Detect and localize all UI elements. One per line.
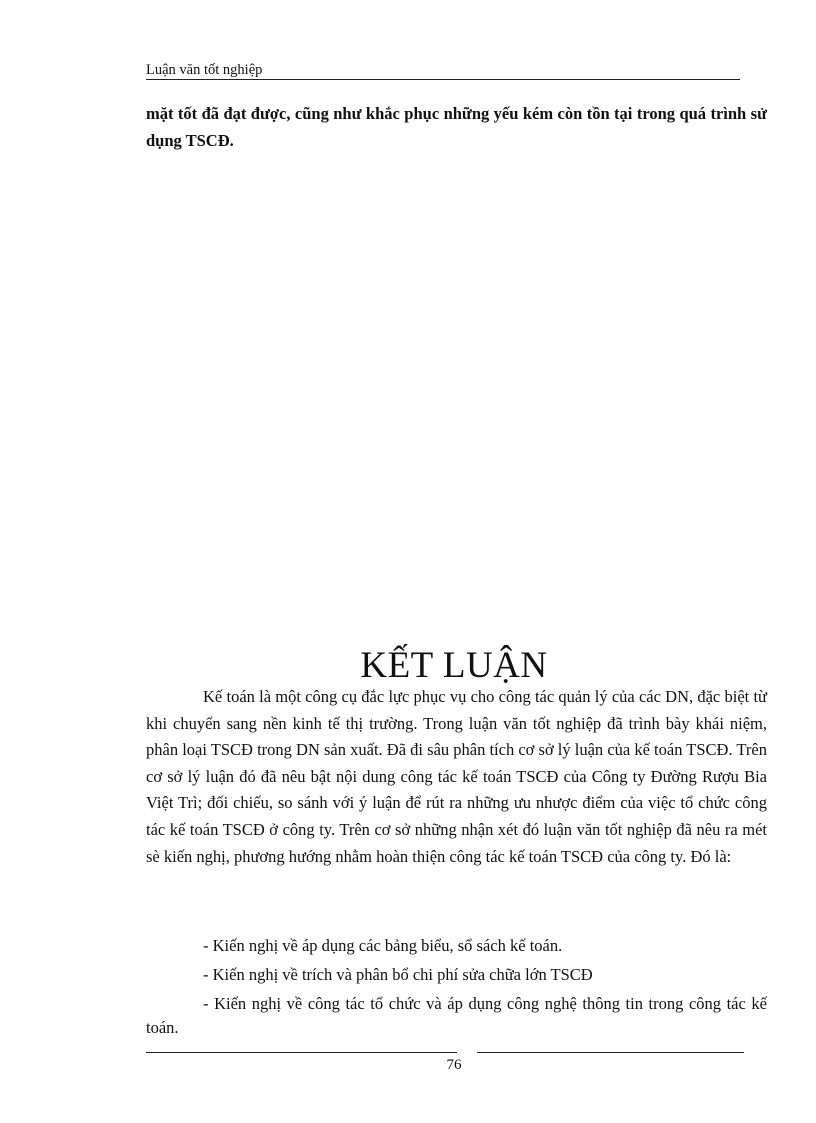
page-number: 76 (446, 1057, 462, 1073)
conclusion-paragraph: Kế toán là một công cụ đắc lực phục vụ cho công tác quản lý của các DN, đặc biệt từ khi chuyển sang nền kinh tế thị trường. Trong luận văn tốt nghiệp đã trình bày khái niệm, phân loại TSCĐ trong DN sản xuất. Đã đi sâu phân tích cơ sở lý luận của kế toán TSCĐ. Trên cơ sở lý luận đó đã nêu bật nội dung công tác kế toán TSCĐ của Công ty Đường Rượu Bia Việt Trì; đối chiếu, so sánh với ý luận để rút ra những ưu nhược điểm của việc tổ chức công tác kế toán TSCĐ ở công ty. Trên cơ sở những nhận xét đó luận văn tốt nghiệp đã nêu ra mét sè kiến nghị, phương hướng nhằm hoàn thiện công tác kế toán TSCĐ của công ty. Đó là: (146, 687, 767, 866)
conclusion-body (146, 684, 767, 870)
continuation-paragraph: mặt tốt đã đạt được, cũng như khắc phục những yếu kém còn tồn tại trong quá trình sử dụng TSCĐ. (146, 104, 767, 150)
recommendation-item: - Kiến nghị về trích và phân bổ chi phí sửa chữa lớn TSCĐ (203, 965, 593, 984)
recommendation-list (146, 934, 767, 1040)
conclusion-heading: KẾT LUẬN (360, 645, 548, 686)
footer-rule-right (477, 1052, 744, 1053)
footer-rule-left (146, 1052, 457, 1053)
recommendation-item: - Kiến nghị về công tác tổ chức và áp dụng công nghệ thông tin trong công tác kế toán. (146, 994, 767, 1037)
recommendation-item: - Kiến nghị về áp dụng các bảng biểu, sổ sách kế toán. (203, 936, 563, 955)
running-header: Luận văn tốt nghiệp (146, 61, 740, 80)
